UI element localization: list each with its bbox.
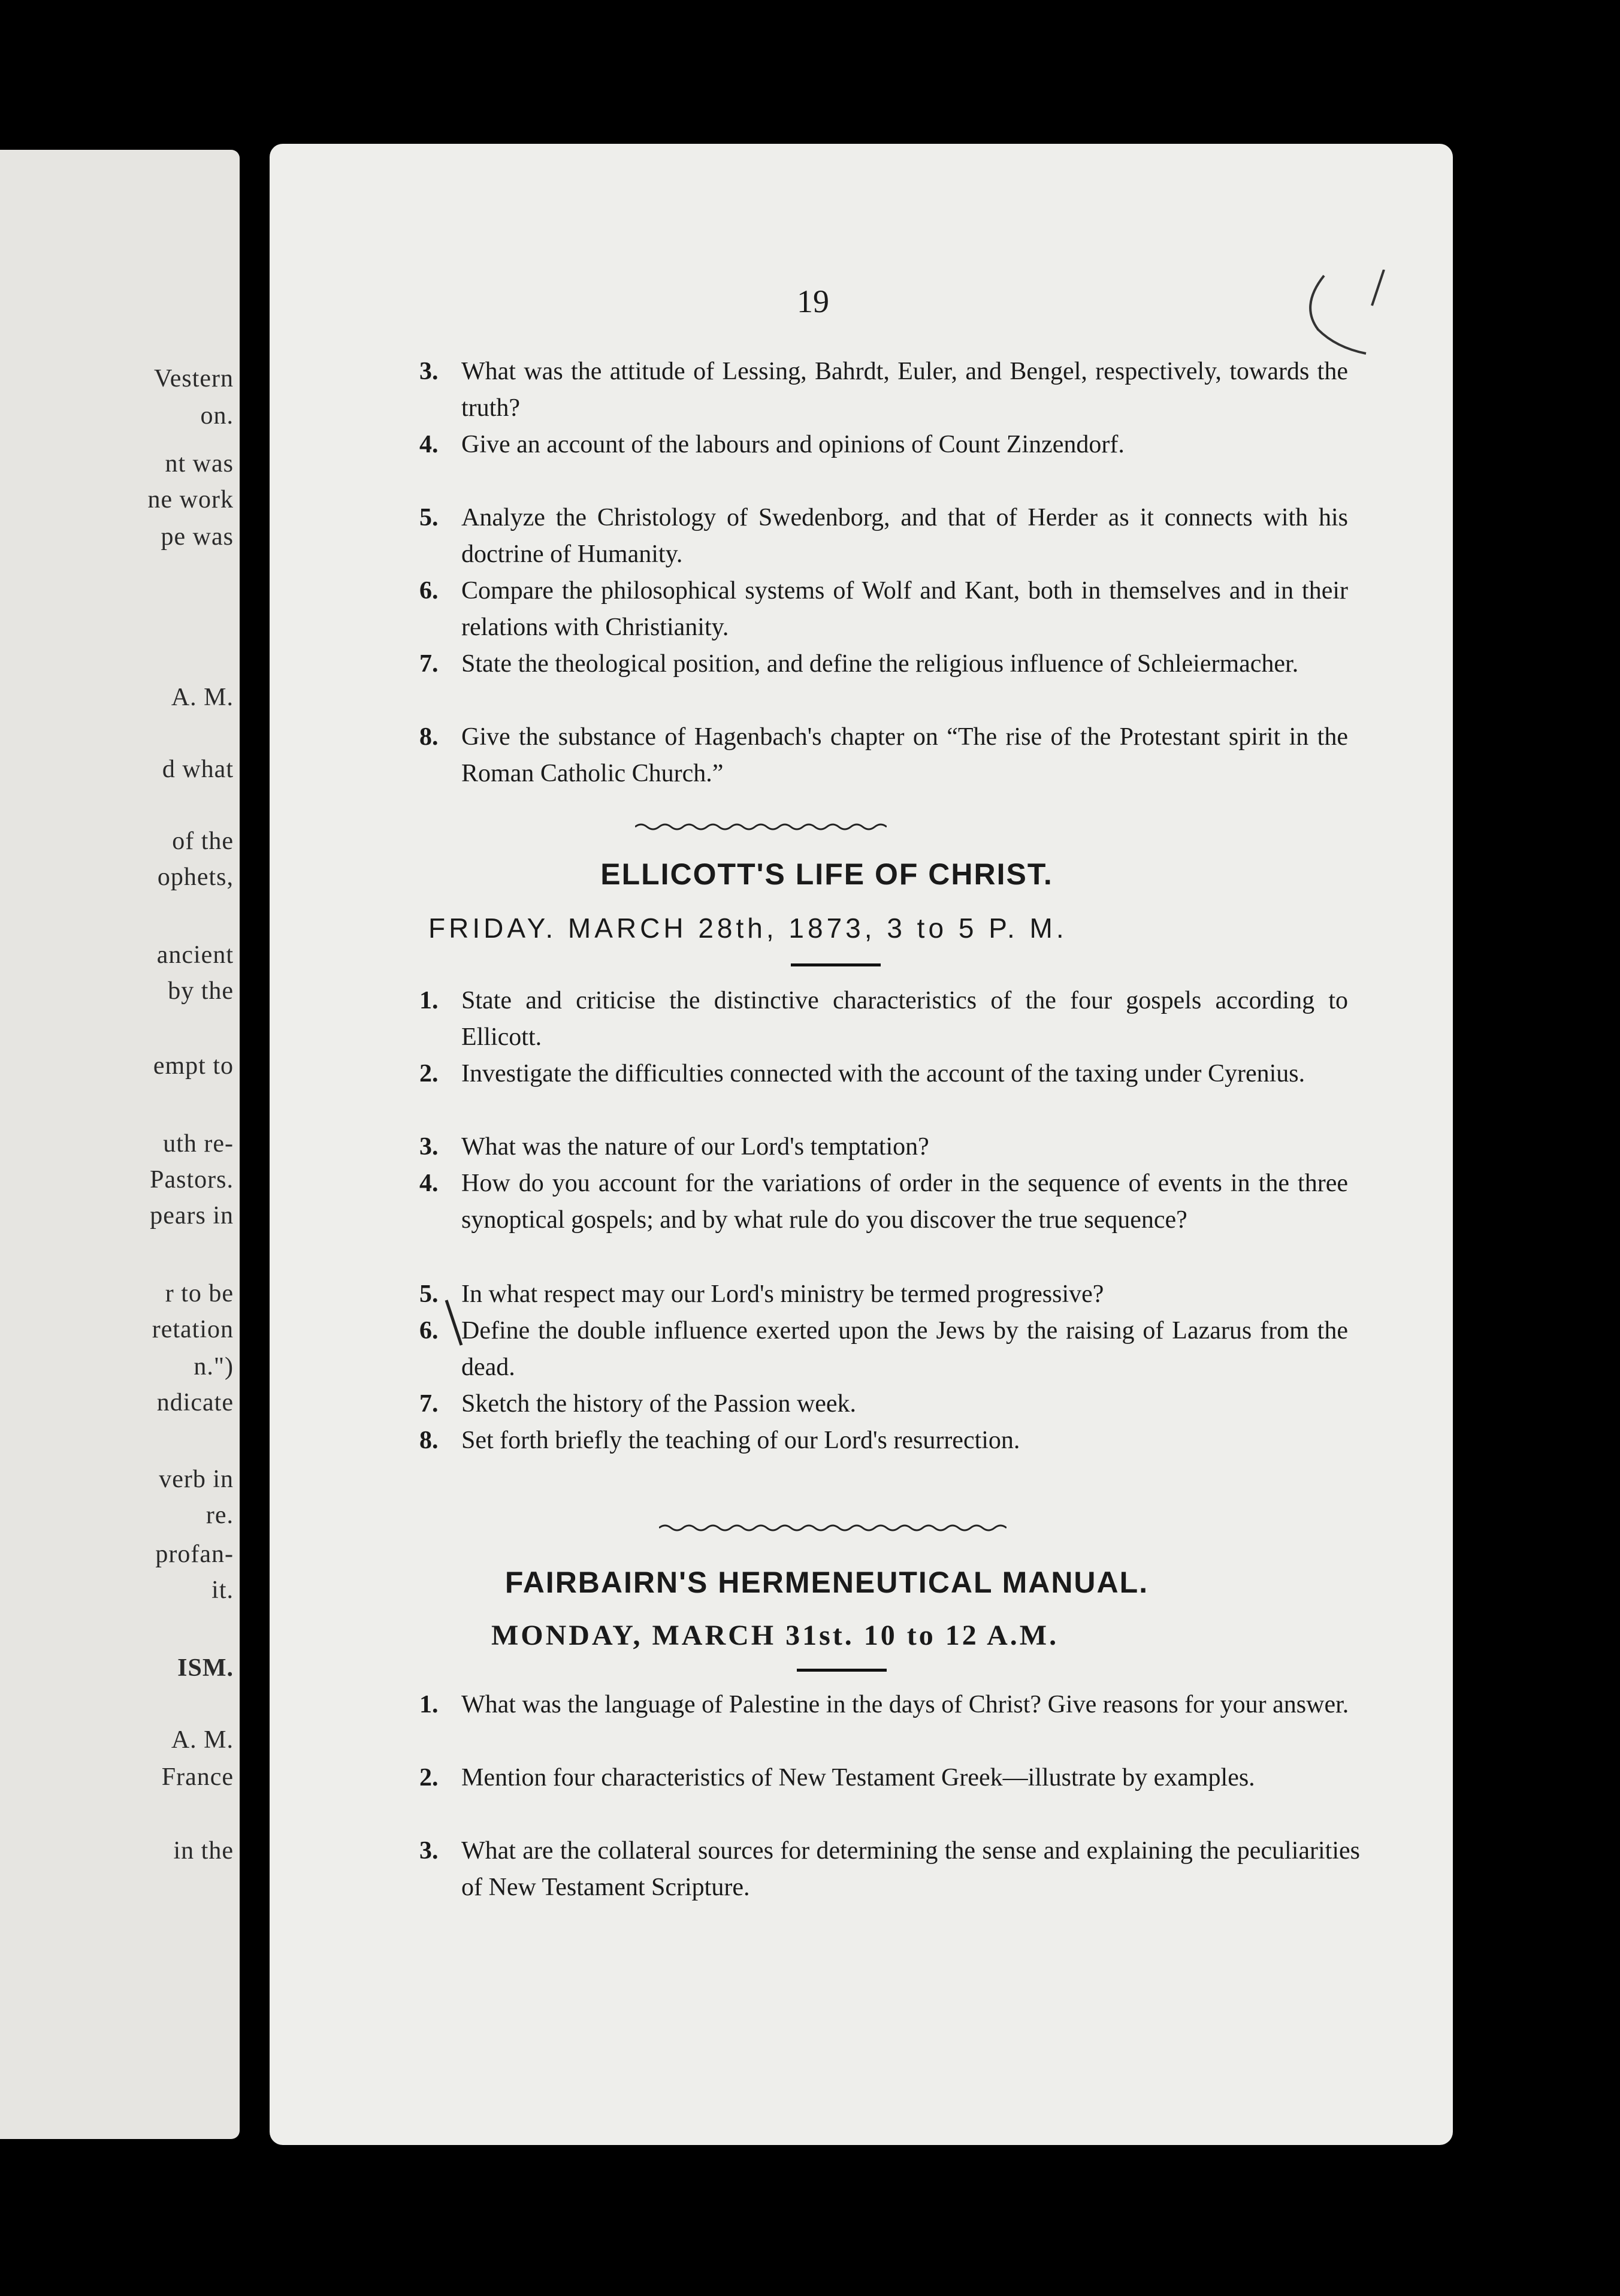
- question-item: [419, 1165, 1348, 1238]
- section-subtitle: MONDAY, MARCH 31st. 10 to 12 A.M.: [491, 1620, 1059, 1651]
- left-page-line: d what: [162, 756, 234, 783]
- question-text: What was the language of Palestine in the days of Christ? Give reasons for your answer.: [461, 1691, 1349, 1718]
- question-number: 2.: [419, 1060, 439, 1087]
- question-number: 1.: [419, 987, 439, 1014]
- question-item: [419, 427, 1348, 463]
- left-page-line: pe was: [161, 523, 234, 551]
- left-page-line: nt was: [165, 450, 234, 478]
- question-number: 5.: [419, 504, 439, 531]
- question-item: [419, 354, 1348, 427]
- question-number: 3.: [419, 1837, 439, 1865]
- question-item: [419, 1056, 1348, 1092]
- question-number: 7.: [419, 1390, 439, 1418]
- left-page-line: Pastors.: [150, 1166, 234, 1194]
- left-page-line: France: [161, 1763, 234, 1791]
- question-number: 1.: [419, 1691, 439, 1718]
- question-item: [419, 719, 1348, 792]
- question-item: [419, 500, 1348, 573]
- question-item: [419, 1386, 1348, 1422]
- question-text: State the theological position, and define the religious influence of Schleiermacher.: [461, 650, 1299, 678]
- left-page-line: on.: [200, 402, 234, 430]
- section-rule: [797, 1669, 887, 1672]
- page-number: 19: [797, 283, 829, 319]
- question-text: What was the nature of our Lord's temptation?: [461, 1133, 929, 1161]
- question-item: [419, 646, 1348, 682]
- left-page-line: r to be: [165, 1280, 234, 1307]
- question-text: Give the substance of Hagenbach's chapter on “The rise of the Protestant spirit in the Roman Catholic Church.”: [461, 723, 1348, 787]
- question-text: What are the collateral sources for determining the sense and explaining the peculiarities of New Testament Scripture.: [461, 1837, 1360, 1901]
- section-subtitle: FRIDAY. MARCH 28th, 1873, 3 to 5 P. M.: [428, 913, 1068, 944]
- question-item: [419, 983, 1348, 1056]
- question-number: 3.: [419, 1133, 439, 1161]
- exam-page: [270, 144, 1453, 2145]
- left-page-line: it.: [211, 1576, 234, 1604]
- left-page-line: retation: [152, 1316, 234, 1343]
- left-facing-page: [0, 150, 240, 2139]
- left-page-line: re.: [205, 1502, 234, 1529]
- question-number: 3.: [419, 358, 439, 385]
- pencil-check-icon: [443, 1297, 473, 1351]
- question-text: State and criticise the distinctive characteristics of the four gospels according to Ellicott.: [461, 987, 1348, 1051]
- question-item: [419, 573, 1348, 646]
- question-number: 6.: [419, 1317, 439, 1345]
- question-text: Mention four characteristics of New Testament Greek—illustrate by examples.: [461, 1764, 1255, 1792]
- left-page-line: ne work: [147, 486, 234, 513]
- question-item: [419, 1760, 1360, 1796]
- question-number: 4.: [419, 431, 439, 458]
- left-page-line: by the: [168, 977, 234, 1005]
- pencil-mark-icon: [1300, 270, 1396, 389]
- question-text: Analyze the Christology of Swedenborg, and that of Herder as it connects with his doctrine of Humanity.: [461, 504, 1348, 568]
- question-number: 7.: [419, 650, 439, 678]
- section-title: ELLICOTT'S LIFE OF CHRIST.: [600, 857, 1053, 891]
- left-page-line: ophets,: [157, 863, 234, 891]
- question-item: [419, 1129, 1348, 1165]
- left-page-line: n."): [194, 1353, 234, 1380]
- left-page-line: Vestern: [154, 365, 234, 392]
- question-number: 6.: [419, 577, 439, 605]
- question-item: [419, 1276, 1348, 1313]
- question-text: Investigate the difficulties connected with the account of the taxing under Cyrenius.: [461, 1060, 1305, 1087]
- question-number: 5.: [419, 1280, 439, 1308]
- section-title: FAIRBAIRN'S HERMENEUTICAL MANUAL.: [504, 1566, 1149, 1599]
- question-text: How do you account for the variations of order in the sequence of events in the three synoptical gospels; and by what rule do you discover the true sequence?: [461, 1170, 1348, 1234]
- question-item: [419, 1313, 1348, 1386]
- question-text: Sketch the history of the Passion week.: [461, 1390, 857, 1418]
- left-page-line: ISM.: [177, 1654, 234, 1682]
- left-page-line: A. M.: [171, 684, 234, 711]
- question-number: 8.: [419, 723, 439, 751]
- question-text: In what respect may our Lord's ministry be termed progressive?: [461, 1280, 1104, 1308]
- left-page-line: empt to: [153, 1052, 234, 1080]
- question-text: Define the double influence exerted upon the Jews by the raising of Lazarus from the dead.: [461, 1317, 1348, 1381]
- question-item: [419, 1833, 1360, 1906]
- question-item: [419, 1422, 1348, 1459]
- question-number: 4.: [419, 1170, 439, 1197]
- question-text: Compare the philosophical systems of Wolf and Kant, both in themselves and in their relations with Christianity.: [461, 577, 1348, 641]
- question-number: 8.: [419, 1427, 439, 1454]
- left-page-line: ndicate: [156, 1389, 234, 1416]
- left-page-line: profan-: [155, 1540, 234, 1568]
- left-page-line: in the: [173, 1837, 234, 1865]
- left-page-line: ancient: [156, 941, 234, 969]
- question-text: Set forth briefly the teaching of our Lord's resurrection.: [461, 1427, 1020, 1454]
- section-divider-ornament: [635, 821, 887, 833]
- question-number: 2.: [419, 1764, 439, 1792]
- question-text: Give an account of the labours and opinions of Count Zinzendorf.: [461, 431, 1125, 458]
- left-page-line: A. M.: [171, 1726, 234, 1754]
- section-rule: [791, 963, 881, 966]
- section-divider-ornament: [659, 1522, 1007, 1534]
- question-text: What was the attitude of Lessing, Bahrdt, Euler, and Bengel, respectively, towards the truth?: [461, 358, 1348, 422]
- left-page-line: of the: [172, 827, 234, 855]
- left-page-line: uth re-: [163, 1130, 234, 1158]
- left-page-line: pears in: [150, 1202, 234, 1229]
- left-page-line: verb in: [159, 1466, 234, 1493]
- question-item: [419, 1687, 1360, 1723]
